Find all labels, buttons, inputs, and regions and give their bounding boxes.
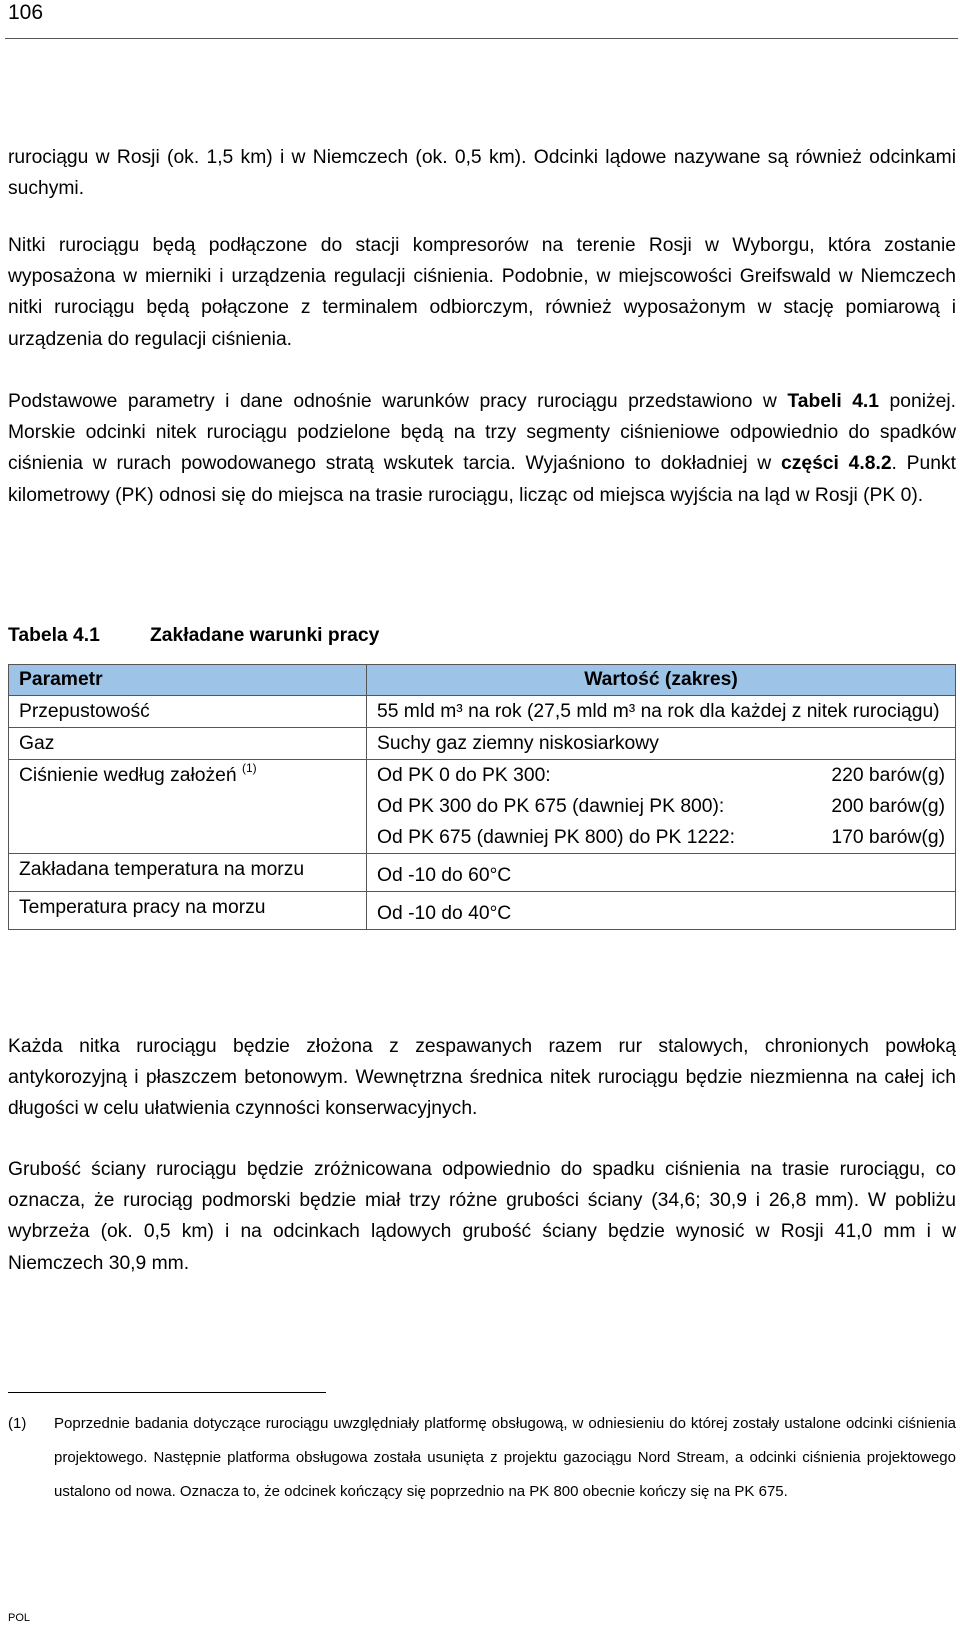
pressure-range: Od PK 675 (dawniej PK 800) do PK 1222: <box>377 827 736 848</box>
pressure-amount: 200 barów(g) <box>831 796 945 817</box>
work-temp-unit: C <box>497 903 512 924</box>
footnote-separator <box>8 1392 326 1393</box>
footnote-mark: (1) <box>8 1415 27 1432</box>
sea-temp-unit: C <box>497 865 512 886</box>
paragraph-3-text-a: Podstawowe parametry i dane odnośnie warunków pracy rurociągu przedstawiono w <box>8 391 788 412</box>
header-parameter: Parametr <box>9 665 367 696</box>
paragraph-5: Grubość ściany rurociągu będzie zróżnicowana odpowiednio do spadku ciśnienia na trasie rurociągu, co oznacza, że rurociąg podmorski będzie miał trzy różne grubości ściany (34,6; 30,9 i 26,8 mm). W pobliżu wybrzeża (ok. 0,5 km) i na odcinkach lądowych grubość ściany będzie wynosić w Rosji 41,0 mm i w Niemczech 30,9 mm. <box>8 1159 956 1274</box>
footnote-text: Poprzednie badania dotyczące rurociągu uwzględniały platformę obsługową, w odniesieniu do której zostały ustalone odcinki ciśnienia projektowego. Następnie platforma obsługowa została usunięta z projektu gazociągu Nord Stream, a odcinki ciśnienia projektowego ustalono od nowa. Oznacza to, że odcinek kończący się poprzednio na PK 800 obecnie kończy się na PK 675. <box>54 1415 956 1500</box>
footnote <box>8 1407 956 1509</box>
table-caption <box>8 622 379 650</box>
pressure-range: Od PK 300 do PK 675 (dawniej PK 800): <box>377 796 725 817</box>
row-pressure-value <box>367 760 956 854</box>
language-code: POL <box>8 1612 31 1624</box>
table-header-row <box>9 665 956 696</box>
pressure-param-label: Ciśnienie według założeń <box>19 765 237 786</box>
paragraph-3-text-c: . Punkt kilometrowy (PK) odnosi się do miejsca na trasie rurociągu, licząc od miejsca wyjścia na ląd w Rosji (PK 0). <box>8 453 956 506</box>
section-reference: części 4.8.2 <box>780 453 892 475</box>
row-gas-value: Suchy gaz ziemny niskosiarkowy <box>367 728 956 760</box>
pressure-amount: 220 barów(g) <box>831 765 945 786</box>
paragraph-3 <box>8 386 956 511</box>
table-row <box>9 696 956 728</box>
degree-symbol: ° <box>489 865 498 886</box>
row-capacity-value: 55 mld m³ na rok (27,5 mld m³ na rok dla każdej z nitek rurociągu) <box>367 696 956 728</box>
operating-conditions-table <box>8 664 956 930</box>
table-row <box>9 760 956 854</box>
paragraph-1: rurociągu w Rosji (ok. 1,5 km) i w Niemczech (ok. 0,5 km). Odcinki lądowe nazywane są również odcinkami suchymi. <box>8 147 956 200</box>
work-temp-range: Od -10 do 40 <box>377 903 490 924</box>
table-row <box>9 854 956 892</box>
pressure-segment <box>377 760 945 791</box>
paragraph-2: Nitki rurociągu będą podłączone do stacji kompresorów na terenie Rosji w Wyborgu, która zostanie wyposażona w mierniki i urządzenia regulacji ciśnienia. Podobnie, w miejscowości Greifswald w Niemczech nitki rurociągu będą połączone z terminalem odbiorczym, również wyposażonym w stację pomiarową i urządzenia do regulacji ciśnienia. <box>8 235 956 350</box>
row-capacity-param: Przepustowość <box>9 696 367 728</box>
footnote-reference: (1) <box>241 761 257 775</box>
table-caption-label: Tabela 4.1 <box>8 625 100 646</box>
page-number: 106 <box>8 1 44 24</box>
table-row <box>9 728 956 760</box>
pressure-range: Od PK 0 do PK 300: <box>377 765 551 786</box>
row-work-temp-value <box>367 892 956 930</box>
row-pressure-param <box>9 760 367 854</box>
pressure-amount: 170 barów(g) <box>831 827 945 848</box>
pressure-segment <box>377 791 945 822</box>
degree-symbol: ° <box>489 903 498 924</box>
row-work-temp-param: Temperatura pracy na morzu <box>9 892 367 930</box>
row-sea-temp-value <box>367 854 956 892</box>
table-row <box>9 892 956 930</box>
header-value: Wartość (zakres) <box>367 665 956 696</box>
table-reference: Tabeli 4.1 <box>787 391 880 412</box>
paragraph-3-text-b: poniżej. Morskie odcinki nitek rurociągu podzielone będą na trzy segmenty ciśnieniowe odpowiednio do spadków ciśnienia w rurach powodowanego stratą wskutek tarcia. Wyjaśniono to dokładniej w <box>8 391 956 475</box>
pressure-segment <box>377 822 945 853</box>
row-gas-param: Gaz <box>9 728 367 760</box>
table-caption-title: Zakładane warunki pracy <box>150 625 380 646</box>
sea-temp-range: Od -10 do 60 <box>377 865 490 886</box>
paragraph-4: Każda nitka rurociągu będzie złożona z zespawanych razem rur stalowych, chronionych powłoką antykorozyjną i płaszczem betonowym. Wewnętrzna średnica nitek rurociągu będzie niezmienna na całej ich długości w celu ułatwienia czynności konserwacyjnych. <box>8 1036 956 1120</box>
row-sea-temp-param: Zakładana temperatura na morzu <box>9 854 367 892</box>
header-rule <box>5 38 958 39</box>
